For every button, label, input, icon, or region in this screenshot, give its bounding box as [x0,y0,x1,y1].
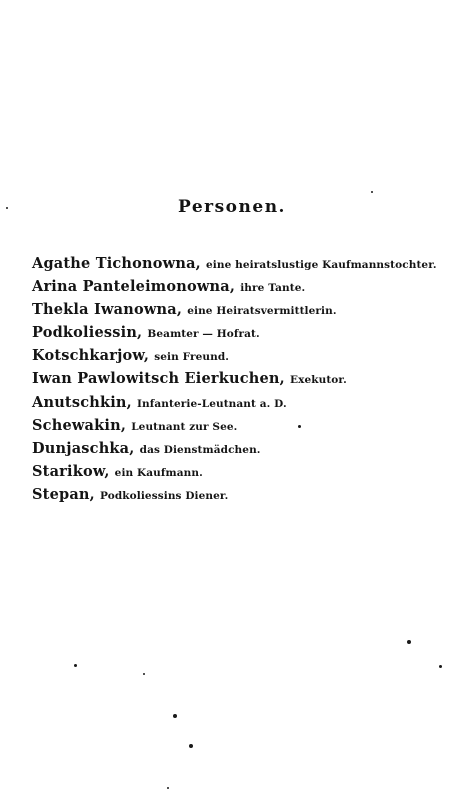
character-name: Stepan, [32,485,95,503]
character-name: Anutschkin, [32,393,132,411]
character-description: ein Kaufmann. [114,466,203,479]
scan-speck [189,744,193,748]
cast-entry [32,274,442,297]
character-description: eine heiratslustige Kaufmannstochter. [206,259,437,271]
scan-speck [74,664,77,667]
cast-entry [32,413,442,436]
character-name: Thekla Iwanowna, [32,301,183,319]
scan-speck [167,787,169,789]
character-name: Arina Panteleimonowna, [32,278,236,296]
cast-entry [32,251,442,274]
cast-entry [32,482,442,505]
character-description: Exekutor. [290,374,347,387]
character-name: Schewakin, [32,416,127,434]
character-name: Podkoliessin, [32,324,143,342]
cast-entry [32,390,442,413]
character-description: Podkoliessins Diener. [100,489,229,502]
character-description: das Dienstmädchen. [139,443,261,456]
character-name: Dunjaschka, [32,439,135,457]
cast-entry [32,459,442,482]
scan-speck [143,673,145,675]
cast-entry [32,343,442,366]
character-description: eine Heiratsvermittlerin. [187,305,337,318]
scan-speck [298,425,301,428]
page-heading: Personen. [178,197,286,217]
scan-speck [173,714,177,718]
cast-entry [32,297,442,320]
scan-speck [6,207,8,209]
scan-speck [439,665,442,668]
cast-list [32,251,442,505]
character-description: Leutnant zur See. [131,420,238,433]
character-name: Kotschkarjow, [32,347,150,365]
character-name: Agathe Tichonowna, [32,255,201,272]
scan-speck [407,640,411,644]
character-description: Infanterie-Leutnant a. D. [137,397,287,410]
character-description: ihre Tante. [240,282,306,295]
character-description: Beamter — Hofrat. [147,328,260,341]
cast-entry [32,436,442,459]
cast-entry [32,366,442,389]
scan-speck [371,191,373,193]
character-description: sein Freund. [154,351,230,364]
character-name: Iwan Pawlowitsch Eierkuchen, [32,370,285,388]
cast-entry [32,320,442,343]
character-name: Starikow, [32,462,110,480]
